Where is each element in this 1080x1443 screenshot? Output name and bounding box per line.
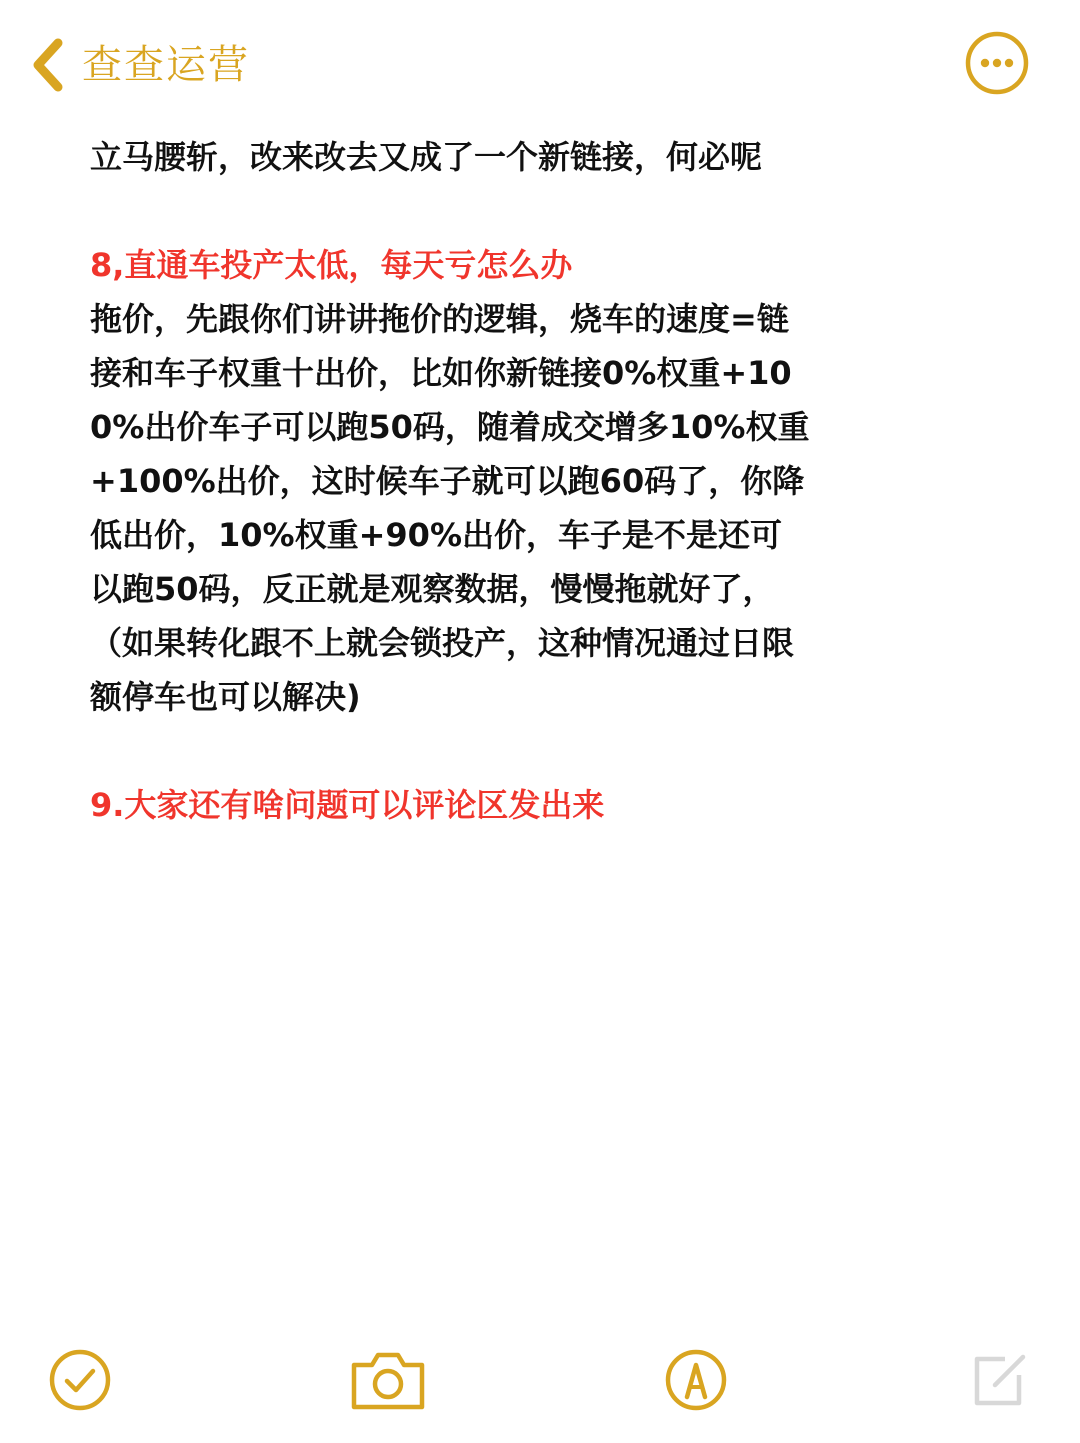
spacer <box>90 724 810 778</box>
section-9-heading: 9.大家还有啥问题可以评论区发出来 <box>90 786 605 824</box>
navigation-bar <box>0 0 1080 130</box>
markup-pen-icon <box>663 1347 729 1413</box>
checklist-button[interactable] <box>40 1340 120 1420</box>
section-8-body: 拖价，先跟你们讲讲拖价的逻辑，烧车的速度=链接和车子权重十出价，比如你新链接0%权重+100%出价车子可以跑50码，随着成交增多10%权重+100%出价，这时候车子就可以跑60码了，你降低出价，10%权重+90%出价，车子是不是还可以跑50码，反正就是观察数据，慢慢拖就好了，（如果转化跟不上就会锁投产，这种情况通过日限额停车也可以解决) <box>90 300 810 716</box>
note-content[interactable] <box>90 130 810 832</box>
intro-paragraph: 立马腰斩，改来改去又成了一个新链接，何必呢 <box>90 138 763 176</box>
section-8-heading: 8,直通车投产太低，每天亏怎么办 <box>90 246 573 284</box>
checklist-icon <box>47 1347 113 1413</box>
back-button[interactable] <box>28 30 250 100</box>
camera-button[interactable] <box>348 1340 428 1420</box>
camera-icon <box>348 1347 428 1413</box>
spacer <box>90 184 810 238</box>
compose-button[interactable] <box>958 1340 1038 1420</box>
ellipsis-circle-icon <box>964 30 1030 96</box>
bottom-toolbar <box>0 1340 1080 1430</box>
back-label: 查查运营 <box>82 42 250 88</box>
chevron-left-icon <box>28 35 68 95</box>
more-options-button[interactable] <box>964 30 1030 96</box>
compose-icon <box>965 1347 1031 1413</box>
markup-button[interactable] <box>656 1340 736 1420</box>
